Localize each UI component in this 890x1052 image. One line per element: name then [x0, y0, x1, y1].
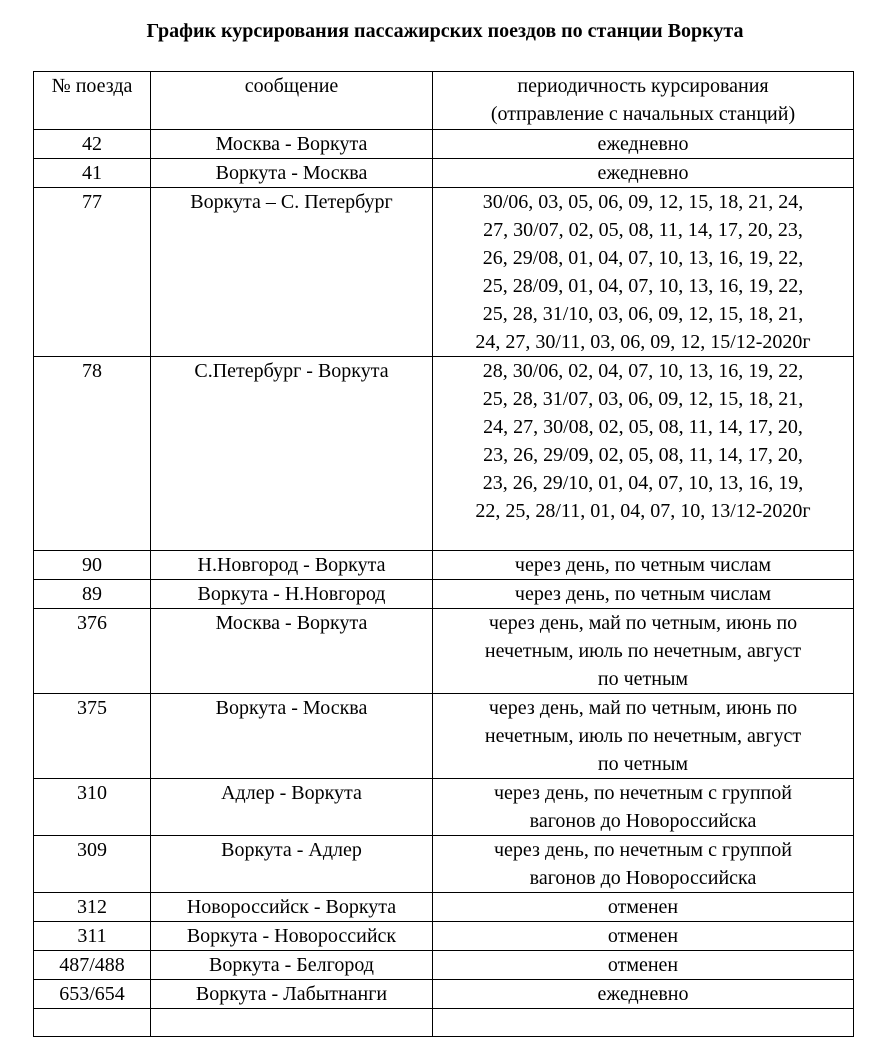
period-line: 25, 28/09, 01, 04, 07, 10, 13, 16, 19, 22, — [482, 275, 804, 297]
train-period — [433, 609, 854, 694]
table-header-row — [34, 72, 854, 130]
table-row — [34, 694, 854, 779]
train-number: 42 — [34, 130, 151, 159]
train-period — [433, 980, 854, 1009]
table-row — [34, 159, 854, 188]
train-route: С.Петербург - Воркута — [151, 357, 433, 551]
period-line: 24, 27, 30/11, 03, 06, 09, 12, 15/12-2020г — [475, 331, 811, 353]
period-line: ежедневно — [597, 162, 689, 184]
train-route: Адлер - Воркута — [151, 779, 433, 836]
period-line: отменен — [607, 896, 679, 918]
train-period — [433, 580, 854, 609]
train-period — [433, 779, 854, 836]
train-period — [433, 159, 854, 188]
period-line: через день, по нечетным с группой — [493, 839, 793, 861]
page-title: График курсирования пассажирских поездов по станции Воркута — [146, 20, 744, 42]
table-row — [34, 951, 854, 980]
train-route: Н.Новгород - Воркута — [151, 551, 433, 580]
period-line: ежедневно — [597, 133, 689, 155]
period-line: 25, 28, 31/10, 03, 06, 09, 12, 15, 18, 21, — [482, 303, 804, 325]
table-row — [34, 130, 854, 159]
header-number: № поезда — [34, 72, 151, 130]
period-line: через день, по четным числам — [514, 554, 772, 576]
train-schedule-table — [33, 71, 854, 1037]
train-route: Новороссийск - Воркута — [151, 893, 433, 922]
train-number: 653/654 — [34, 980, 151, 1009]
period-line: 25, 28, 31/07, 03, 06, 09, 12, 15, 18, 21, — [482, 388, 804, 410]
period-line: нечетным, июль по нечетным, август — [484, 725, 802, 747]
period-line: через день, по нечетным с группой — [493, 782, 793, 804]
period-line: 28, 30/06, 02, 04, 07, 10, 13, 16, 19, 22, — [482, 360, 804, 382]
header-period-line: (отправление с начальных станций) — [490, 103, 796, 125]
empty-cell — [34, 1009, 151, 1037]
period-line: 23, 26, 29/10, 01, 04, 07, 10, 13, 16, 19, — [482, 472, 804, 494]
train-number: 309 — [34, 836, 151, 893]
period-line: 30/06, 03, 05, 06, 09, 12, 15, 18, 21, 24, — [482, 191, 804, 213]
table-row — [34, 357, 854, 551]
table-row — [34, 836, 854, 893]
table-row — [34, 893, 854, 922]
train-route: Воркута - Белгород — [151, 951, 433, 980]
period-line: нечетным, июль по нечетным, август — [484, 640, 802, 662]
train-period — [433, 188, 854, 357]
table-row — [34, 980, 854, 1009]
table-row — [34, 779, 854, 836]
train-route: Воркута - Н.Новгород — [151, 580, 433, 609]
header-period — [433, 72, 854, 130]
train-number: 487/488 — [34, 951, 151, 980]
period-line: 26, 29/08, 01, 04, 07, 10, 13, 16, 19, 22, — [482, 247, 804, 269]
table-row — [34, 580, 854, 609]
train-number: 376 — [34, 609, 151, 694]
period-line: через день, по четным числам — [514, 583, 772, 605]
period-line: 22, 25, 28/11, 01, 04, 07, 10, 13/12-2020г — [475, 500, 811, 522]
train-number: 311 — [34, 922, 151, 951]
period-line: отменен — [607, 954, 679, 976]
period-line: вагонов до Новороссийска — [529, 810, 757, 832]
train-route: Воркута - Адлер — [151, 836, 433, 893]
table-row — [34, 188, 854, 357]
period-line: через день, май по четным, июнь по — [488, 697, 798, 719]
train-route: Москва - Воркута — [151, 609, 433, 694]
train-period — [433, 922, 854, 951]
train-number: 77 — [34, 188, 151, 357]
train-period — [433, 893, 854, 922]
period-line: ежедневно — [597, 983, 689, 1005]
header-period-line: периодичность курсирования — [517, 75, 769, 97]
train-number: 310 — [34, 779, 151, 836]
empty-row — [34, 1009, 854, 1037]
table-row — [34, 551, 854, 580]
table-row — [34, 922, 854, 951]
train-number: 41 — [34, 159, 151, 188]
train-route: Воркута - Москва — [151, 694, 433, 779]
period-line: по четным — [597, 668, 689, 690]
train-route: Воркута – С. Петербург — [151, 188, 433, 357]
period-line: 24, 27, 30/08, 02, 05, 08, 11, 14, 17, 20, — [483, 416, 803, 438]
header-route: сообщение — [151, 72, 433, 130]
table-row — [34, 609, 854, 694]
period-line: по четным — [597, 753, 689, 775]
train-route: Москва - Воркута — [151, 130, 433, 159]
train-period — [433, 694, 854, 779]
train-number: 89 — [34, 580, 151, 609]
train-period — [433, 836, 854, 893]
train-number: 375 — [34, 694, 151, 779]
period-line: через день, май по четным, июнь по — [488, 612, 798, 634]
train-period — [433, 551, 854, 580]
train-number: 78 — [34, 357, 151, 551]
train-number: 312 — [34, 893, 151, 922]
period-line: 23, 26, 29/09, 02, 05, 08, 11, 14, 17, 20, — [483, 444, 803, 466]
train-route: Воркута - Москва — [151, 159, 433, 188]
period-line: отменен — [607, 925, 679, 947]
train-route: Воркута - Лабытнанги — [151, 980, 433, 1009]
period-line: 27, 30/07, 02, 05, 08, 11, 14, 17, 20, 23, — [483, 219, 803, 241]
period-line: вагонов до Новороссийска — [529, 867, 757, 889]
train-period — [433, 130, 854, 159]
train-number: 90 — [34, 551, 151, 580]
train-period — [433, 951, 854, 980]
train-route: Воркута - Новороссийск — [151, 922, 433, 951]
empty-cell — [433, 1009, 854, 1037]
train-period — [433, 357, 854, 551]
empty-cell — [151, 1009, 433, 1037]
